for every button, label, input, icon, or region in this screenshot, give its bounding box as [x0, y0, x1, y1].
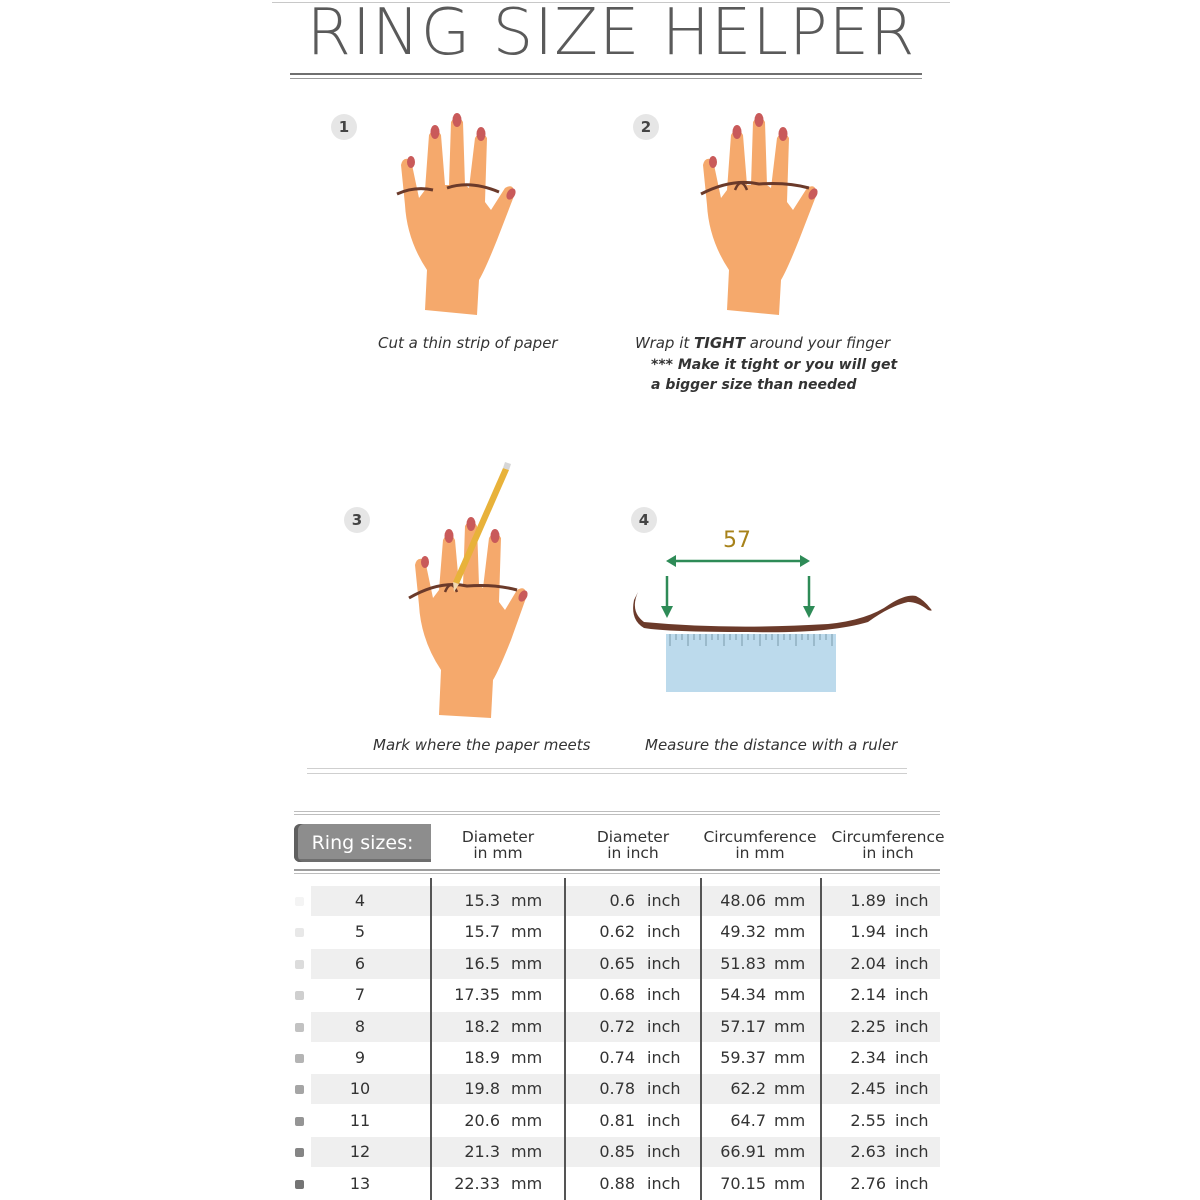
row-marker — [295, 991, 304, 1000]
row-marker — [295, 1023, 304, 1032]
step-1-caption: Cut a thin strip of paper — [378, 334, 558, 352]
step-4-caption: Measure the distance with a ruler — [645, 736, 898, 754]
header-line-1: Diameter — [461, 828, 535, 846]
diameter-inch-value: 0.85 — [599, 1142, 635, 1161]
step-2-caption-bold: TIGHT — [694, 334, 745, 352]
diameter-mm-value: 16.5 — [464, 954, 500, 973]
row-marker — [295, 897, 304, 906]
table-header-rule-thin — [294, 873, 940, 874]
header-circumference-mm — [700, 829, 820, 861]
circumference-mm-value: 62.2 — [730, 1079, 766, 1098]
circumference-mm-value: 64.7 — [730, 1111, 766, 1130]
hand-icon — [703, 113, 819, 315]
step-4-ruler-illustration — [628, 550, 938, 700]
diameter-inch-value: 0.65 — [599, 954, 635, 973]
diameter-inch-value: 0.78 — [599, 1079, 635, 1098]
diameter-mm-value: 19.8 — [464, 1079, 500, 1098]
unit-inch: inch — [895, 1142, 929, 1161]
ruler-icon — [666, 634, 836, 692]
diameter-inch-value: 0.6 — [609, 891, 635, 910]
step-1-hand-illustration — [395, 110, 525, 325]
circumference-mm-value: 66.91 — [720, 1142, 766, 1161]
step-4-badge: 4 — [631, 507, 657, 533]
step-2-note-line-2: a bigger size than needed — [651, 377, 857, 393]
step-2-caption-pre: Wrap it — [635, 334, 695, 352]
header-circumference-inch — [822, 829, 954, 861]
unit-inch: inch — [895, 1111, 929, 1130]
diameter-mm-value: 21.3 — [464, 1142, 500, 1161]
unit-mm: mm — [774, 922, 806, 941]
column-divider — [430, 878, 432, 1200]
circumference-mm-value: 48.06 — [720, 891, 766, 910]
diameter-mm-value: 20.6 — [464, 1111, 500, 1130]
header-line-1: Circumference — [703, 828, 817, 846]
unit-inch: inch — [647, 985, 681, 1004]
hand-icon — [401, 113, 517, 315]
header-diameter-inch — [566, 829, 700, 861]
circumference-mm-value: 59.37 — [720, 1048, 766, 1067]
step-2-note-line-1: *** Make it tight or you will get — [651, 357, 898, 373]
ring-size-cell: 12 — [349, 1142, 371, 1161]
row-marker — [295, 1117, 304, 1126]
diameter-inch-value: 0.88 — [599, 1174, 635, 1193]
unit-mm: mm — [774, 985, 806, 1004]
unit-inch: inch — [895, 1174, 929, 1193]
ring-size-cell: 7 — [354, 985, 366, 1004]
step-2-caption-post: around your finger — [744, 334, 891, 352]
unit-inch: inch — [647, 1079, 681, 1098]
unit-inch: inch — [647, 1111, 681, 1130]
table-top-rule-thin — [294, 814, 940, 815]
ring-size-cell: 5 — [354, 922, 366, 941]
unit-mm: mm — [774, 1174, 806, 1193]
unit-mm: mm — [774, 1017, 806, 1036]
unit-mm: mm — [774, 1142, 806, 1161]
unit-inch: inch — [647, 1174, 681, 1193]
unit-inch: inch — [895, 1017, 929, 1036]
circumference-inch-value: 1.94 — [850, 922, 886, 941]
unit-inch: inch — [895, 1048, 929, 1067]
diameter-inch-value: 0.81 — [599, 1111, 635, 1130]
circumference-inch-value: 2.63 — [850, 1142, 886, 1161]
circumference-inch-value: 1.89 — [850, 891, 886, 910]
ring-size-cell: 4 — [354, 891, 366, 910]
column-divider — [564, 878, 566, 1200]
ring-sizes-label: Ring sizes: — [294, 824, 431, 862]
step-2-caption — [635, 334, 890, 352]
column-divider — [820, 878, 822, 1200]
header-line-1: Diameter — [596, 828, 670, 846]
header-line-2: in mm — [735, 844, 785, 862]
title-underline — [290, 73, 922, 75]
title-underline-thin — [290, 78, 922, 79]
unit-mm: mm — [511, 1111, 543, 1130]
step-3-hand-illustration — [405, 460, 535, 725]
header-line-2: in mm — [473, 844, 523, 862]
unit-mm: mm — [774, 1048, 806, 1067]
circumference-inch-value: 2.34 — [850, 1048, 886, 1067]
unit-inch: inch — [647, 1142, 681, 1161]
row-marker — [295, 1085, 304, 1094]
unit-inch: inch — [895, 954, 929, 973]
diameter-mm-value: 22.33 — [454, 1174, 500, 1193]
measure-arrow-icon — [666, 555, 810, 567]
circumference-inch-value: 2.76 — [850, 1174, 886, 1193]
down-arrow-icon — [661, 576, 815, 618]
step-2-hand-illustration — [697, 110, 827, 325]
step-2-badge: 2 — [633, 114, 659, 140]
diameter-mm-value: 15.3 — [464, 891, 500, 910]
row-marker — [295, 1054, 304, 1063]
unit-mm: mm — [511, 922, 543, 941]
header-line-1: Circumference — [831, 828, 945, 846]
ring-size-cell: 13 — [349, 1174, 371, 1193]
unit-mm: mm — [511, 891, 543, 910]
header-line-2: in inch — [607, 844, 659, 862]
unit-mm: mm — [774, 891, 806, 910]
circumference-mm-value: 57.17 — [720, 1017, 766, 1036]
diameter-inch-value: 0.72 — [599, 1017, 635, 1036]
unit-mm: mm — [511, 1142, 543, 1161]
circumference-inch-value: 2.14 — [850, 985, 886, 1004]
unit-mm: mm — [511, 1048, 543, 1067]
unit-mm: mm — [511, 1079, 543, 1098]
diameter-inch-value: 0.74 — [599, 1048, 635, 1067]
unit-mm: mm — [774, 954, 806, 973]
unit-inch: inch — [647, 922, 681, 941]
circumference-mm-value: 49.32 — [720, 922, 766, 941]
diameter-mm-value: 18.9 — [464, 1048, 500, 1067]
unit-inch: inch — [647, 954, 681, 973]
diameter-inch-value: 0.68 — [599, 985, 635, 1004]
circumference-mm-value: 51.83 — [720, 954, 766, 973]
circumference-mm-value: 70.15 — [720, 1174, 766, 1193]
unit-inch: inch — [895, 1079, 929, 1098]
header-diameter-mm — [432, 829, 564, 861]
unit-mm: mm — [511, 1174, 543, 1193]
pencil-icon — [453, 462, 511, 592]
unit-mm: mm — [511, 954, 543, 973]
circumference-inch-value: 2.04 — [850, 954, 886, 973]
table-top-rule — [294, 811, 940, 812]
ring-size-cell: 8 — [354, 1017, 366, 1036]
unit-mm: mm — [511, 985, 543, 1004]
header-line-2: in inch — [862, 844, 914, 862]
unit-inch: inch — [895, 922, 929, 941]
row-marker — [295, 928, 304, 937]
ring-size-cell: 11 — [349, 1111, 371, 1130]
diameter-mm-value: 15.7 — [464, 922, 500, 941]
measurement-value: 57 — [723, 528, 751, 553]
row-marker — [295, 1180, 304, 1189]
unit-inch: inch — [647, 1017, 681, 1036]
circumference-inch-value: 2.25 — [850, 1017, 886, 1036]
unit-inch: inch — [647, 891, 681, 910]
row-marker — [295, 960, 304, 969]
paper-strip — [633, 588, 931, 632]
unit-mm: mm — [774, 1079, 806, 1098]
circumference-inch-value: 2.45 — [850, 1079, 886, 1098]
unit-inch: inch — [895, 985, 929, 1004]
row-marker — [295, 1148, 304, 1157]
unit-inch: inch — [647, 1048, 681, 1067]
circumference-inch-value: 2.55 — [850, 1111, 886, 1130]
section-divider — [307, 768, 907, 774]
ring-size-cell: 9 — [354, 1048, 366, 1067]
step-1-badge: 1 — [331, 114, 357, 140]
circumference-mm-value: 54.34 — [720, 985, 766, 1004]
step-3-badge: 3 — [344, 507, 370, 533]
unit-inch: inch — [895, 891, 929, 910]
ring-size-cell: 10 — [349, 1079, 371, 1098]
diameter-mm-value: 18.2 — [464, 1017, 500, 1036]
table-header-rule — [294, 869, 940, 871]
ring-size-cell: 6 — [354, 954, 366, 973]
step-3-caption: Mark where the paper meets — [373, 736, 591, 754]
page-title: RING SIZE HELPER — [306, 0, 916, 70]
diameter-inch-value: 0.62 — [599, 922, 635, 941]
column-divider — [700, 878, 702, 1200]
diameter-mm-value: 17.35 — [454, 985, 500, 1004]
unit-mm: mm — [774, 1111, 806, 1130]
unit-mm: mm — [511, 1017, 543, 1036]
